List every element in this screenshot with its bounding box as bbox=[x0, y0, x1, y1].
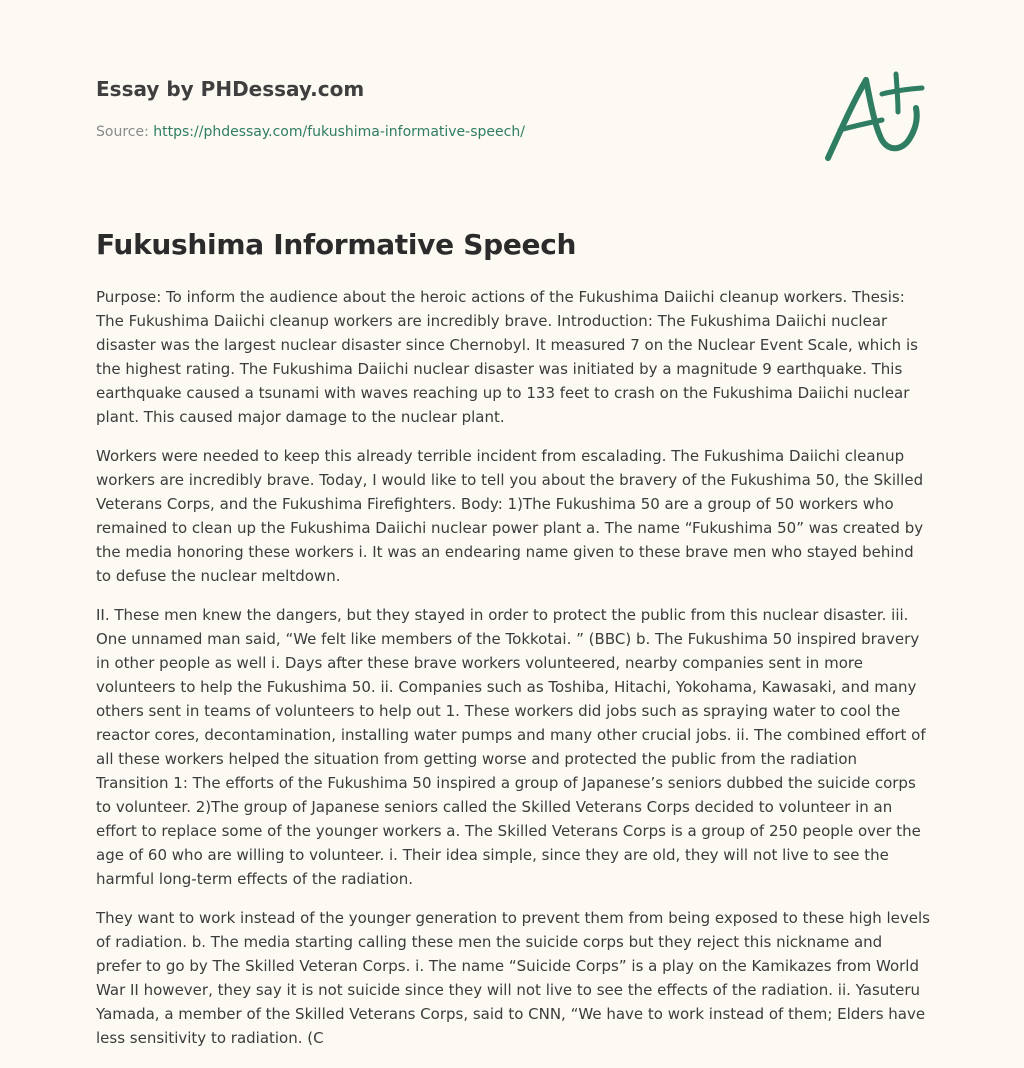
essay-paragraph: Purpose: To inform the audience about the heroic actions of the Fukushima Daiichi cleanup workers. Thesis: The Fukushima Daiichi cleanup workers are incredibly brave. Introduction: The Fukushima Daiichi nuclear disaster was the largest nuclear disaster since Chernobyl. It measured 7 on the Nuclear Event Scale, which is the highest rating. The Fukushima Daiichi nuclear disaster was initiated by a magnitude 9 earthquake. This earthquake caused a tsunami with waves reaching up to 133 feet to crash on the Fukushima Daiichi nuclear plant. This caused major damage to the nuclear plant. bbox=[96, 288, 918, 426]
essay-paragraph: Workers were needed to keep this already terrible incident from escalading. The Fukushima Daiichi cleanup workers are incredibly brave. Today, I would like to tell you about the bravery of the Fukushima 50, the Skilled Veterans Corps, and the Fukushima Firefighters. Body: 1)The Fukushima 50 are a group of 50 workers who remained to clean up the Fukushima Daiichi nuclear power plant a. The name “Fukushima 50” was created by the media honoring these workers i. It was an endearing name given to these brave men who stayed behind to defuse the nuclear meltdown. bbox=[96, 447, 924, 585]
essay-paragraph: They want to work instead of the younger generation to prevent them from being exposed to these high levels of radiation. b. The media starting calling these men the suicide corps but they reject this nickname and prefer to go by The Skilled Veteran Corps. i. The name “Suicide Corps” is a play on the Kamikazes from World War II however, they say it is not suicide since they will not live to see the effects of the radiation. ii. Yasuteru Yamada, a member of the Skilled Veterans Corps, said to CNN, “We have to work instead of them; Elders have less sensitivity to radiation. (C bbox=[96, 909, 930, 1047]
site-brand: Essay by PHDessay.com bbox=[96, 77, 365, 101]
a-plus-logo-icon bbox=[818, 66, 930, 166]
essay-title: Fukushima Informative Speech bbox=[96, 228, 577, 261]
source-label: Source: bbox=[96, 124, 154, 140]
source-link[interactable]: https://phdessay.com/fukushima-informative-speech/ bbox=[153, 124, 525, 140]
essay-body bbox=[96, 285, 931, 1055]
essay-paragraph: II. These men knew the dangers, but they stayed in order to protect the public from this nuclear disaster. iii. One unnamed man said, “We felt like members of the Tokkotai. ” (BBC) b. The Fukushima 50 inspired bravery in other people as well i. Days after these brave workers volunteered, nearby companies sent in more volunteers to help the Fukushima 50. ii. Companies such as Toshiba, Hitachi, Yokohama, Kawasaki, and many others sent in teams of volunteers to help out 1. These workers did jobs such as spraying water to cool the reactor cores, decontamination, installing water pumps and many other crucial jobs. ii. The combined effort of all these workers helped the situation from getting worse and protected the public from the radiation Transition 1: The efforts of the Fukushima 50 inspired a group of Japanese’s seniors dubbed the suicide corps to volunteer. 2)The group of Japanese seniors called the Skilled Veterans Corps decided to volunteer in an effort to replace some of the younger workers a. The Skilled Veterans Corps is a group of 250 people over the age of 60 who are willing to volunteer. i. Their idea simple, since they are old, they will not live to see the harmful long-term effects of the radiation. bbox=[96, 606, 926, 888]
source-line bbox=[96, 122, 816, 142]
essay-header bbox=[96, 74, 816, 142]
